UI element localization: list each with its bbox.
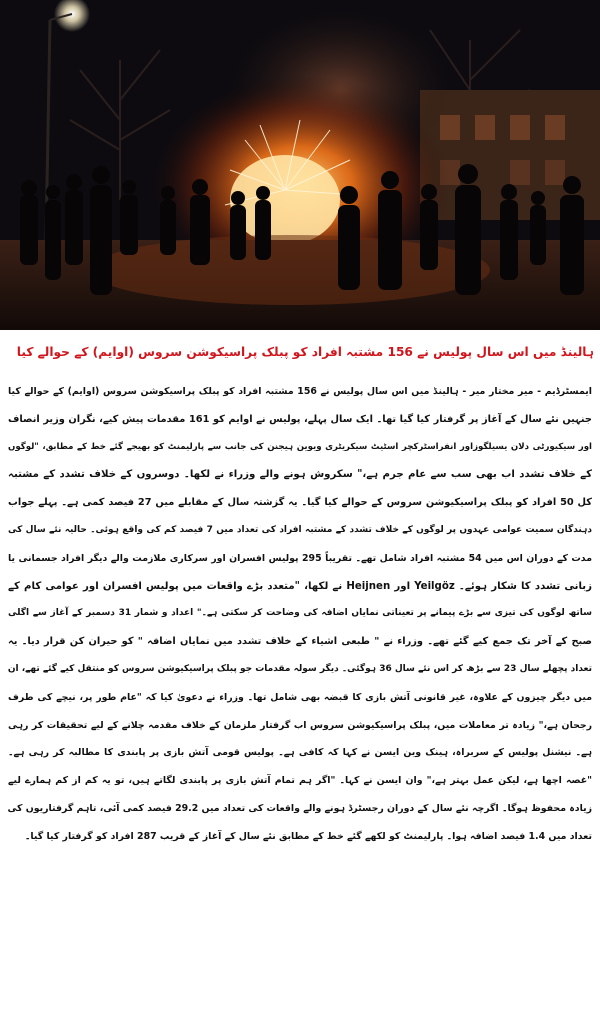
body-line: ہے۔ نیشنل پولیس کے سربراہ، ہینک وین ایسن نے کہا کہ کافی ہے۔ پولیس قومی آتش بازی پر پابندی کا مطالبہ کر رہی ہے۔ xyxy=(8,747,592,759)
body-line: زبانی تشدد کا شکار ہوئے۔ Yeilgöz اور Heijnen نے لکھا، "متعدد بڑے واقعات میں پولیس افسران اور عوامی کام کے xyxy=(8,580,592,592)
body-line: رجحان ہے،" زیادہ تر معاملات میں، پبلک پراسیکیوشن سروس اب گرفتار ملزمان کے خلاف مقدمہ چلانے کے لیے تحقیقات کر رہی xyxy=(8,719,592,731)
headline: ہالینڈ میں اس سال پولیس نے 156 مشتبہ افراد کو پبلک پراسیکوشن سروس (اوایم) کے حوالے کیا xyxy=(16,345,594,359)
body-line: صبح کے آخر تک جمع کیے گئے تھے۔ وزراء نے " طبعی اشیاء کے خلاف تشدد میں نمایاں اضافہ " کو حیران کن قرار دیا۔ یہ xyxy=(8,636,592,648)
body-line: مدت کے دوران اس میں 54 مشتبہ افراد شامل تھے۔ تقریباً 295 پولیس افسران اور سرکاری ملازمت والے دیگر افراد جسمانی یا xyxy=(8,552,592,564)
body-line: جنہیں نئے سال کے آغاز پر گرفتار کیا گیا تھا۔ ایک سال پہلے، پولیس نے اوایم کو 161 مقدمات پیش کیے، نگران وزیر انصاف xyxy=(8,413,592,425)
riot-fire-night-photo xyxy=(0,0,600,330)
body-line: اور سیکیورٹی دلان یسیلگوزاور انفراسٹرکچر اسٹیٹ سیکریٹری ویوین ہیجنن کی جانب سے پارلیمنٹ کو بھیجے گئے خط کے مطابق، "لوگوں xyxy=(8,441,592,452)
body-line: دہندگان سمیت عوامی عہدوں پر لوگوں کے خلاف تشدد کے مشتبہ افراد کی تعداد میں 7 فیصد کم کی واقع ہوئی۔ حالیہ نئے سال کی xyxy=(8,524,592,535)
body-line: کے خلاف تشدد اب بھی سب سے عام جرم ہے،" سکروش ہونے والے وزراء نے لکھا۔ دوسروں کے خلاف تشدد کے مشتبہ xyxy=(8,469,592,481)
body-line: تعداد پچھلے سال 23 سے بڑھ کر اس نئے سال 36 ہوگئی۔ دیگر سولہ مقدمات جو پبلک پراسیکیوشن سروس کو منتقل کیے گئے تھے، ان xyxy=(8,663,592,674)
body-line: ایمسٹرڈیم - میر مختار میر - ہالینڈ میں اس سال پولیس نے 156 مشتبہ افراد کو پبلک پراسیکوشن سروس (اوایم) کے حوالے کیا xyxy=(8,386,592,397)
article-body xyxy=(0,378,600,1026)
body-line: ساتھ لوگوں کی تیزی سے بڑے پیمانے پر تعیناتی نمایاں اضافہ کی وضاحت کر سکتی ہے۔" اعداد و شمار 31 دسمبر کے آغاز سے اگلی xyxy=(8,608,592,619)
article-photo xyxy=(0,0,600,330)
body-line: کل 50 افراد کو پبلک پراسیکیوشن سروس کے حوالے کیا گیا۔ یہ گزشتہ سال کے مقابلے میں 27 فیصد کمی ہے۔ پہلے جواب xyxy=(8,497,592,509)
body-line: زیادہ محفوظ ہوگا۔ اگرچہ نئے سال کے دوران رجسٹرڈ ہونے والے واقعات کی تعداد میں 29.2 فیصد کمی آئی، تاہم گرفتاریوں کی xyxy=(8,802,592,814)
body-line: میں دیگر چیزوں کے علاوہ، غیر قانونی آتش بازی کا قبضہ بھی شامل تھا۔ وزراء نے دعویٰ کیا کہ "عام طور پر، نیچے کی طرف xyxy=(8,691,592,703)
body-line: "غصہ اچھا ہے، لیکن عمل بہتر ہے،" وان ایسن نے کہا۔ "اگر ہم تمام آتش بازی پر پابندی لگاتے ہیں، تو یہ کم از کم ہمارے لیے xyxy=(8,775,592,787)
body-line: تعداد میں 1.4 فیصد اضافہ ہوا۔ پارلیمنٹ کو لکھے گئے خط کے مطابق نئے سال کے آغاز کے قریب 287 افراد کو گرفتار کیا گیا۔ xyxy=(24,830,592,842)
